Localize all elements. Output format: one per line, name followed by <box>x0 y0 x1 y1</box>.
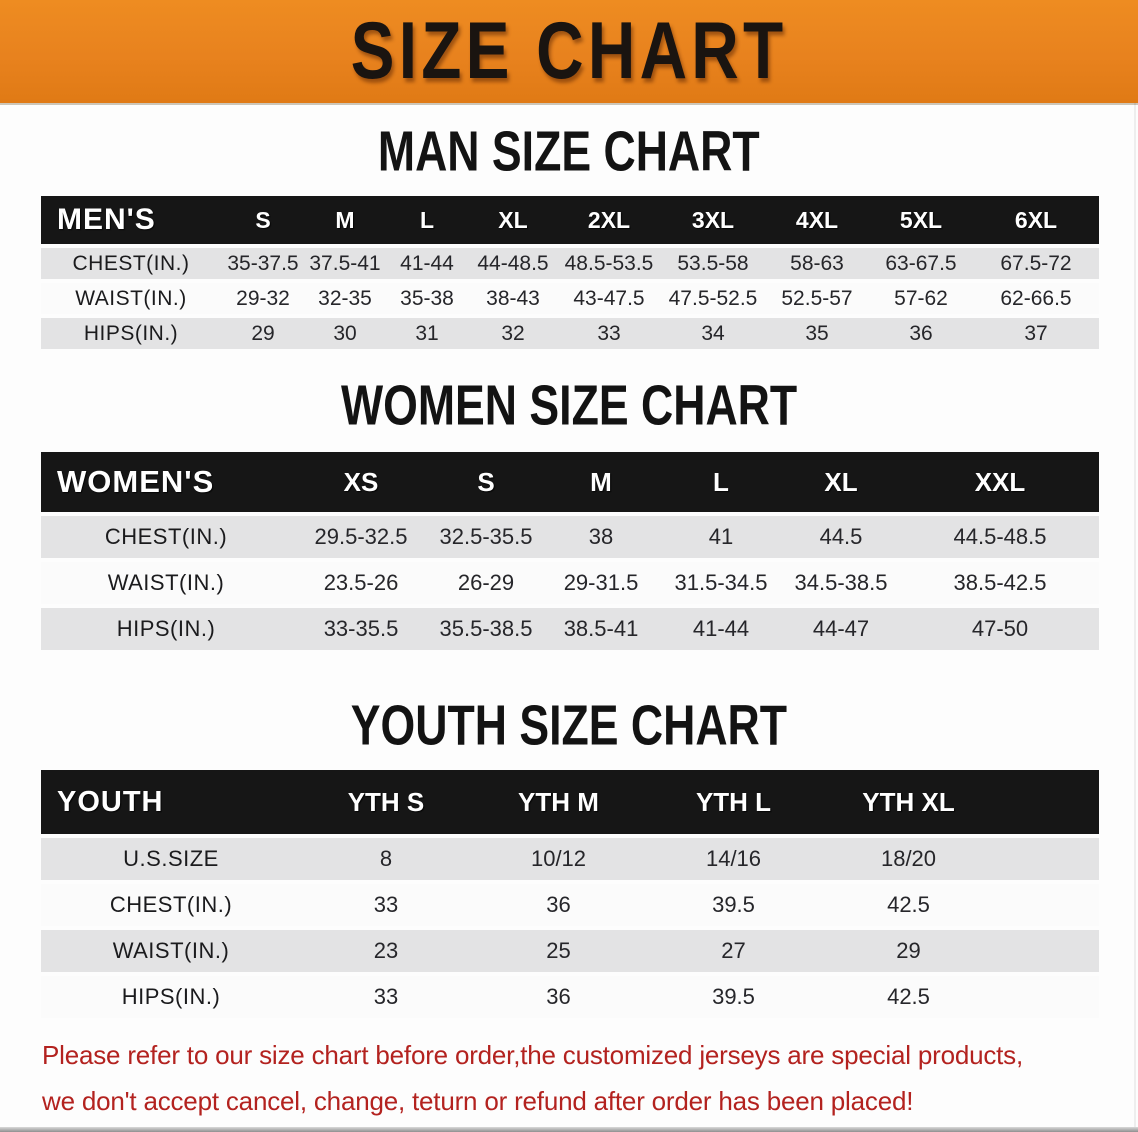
row-label-cell: HIPS(IN.) <box>41 318 221 349</box>
data-cell: 23.5-26 <box>291 562 431 604</box>
row-label-cell: WAIST(IN.) <box>41 283 221 314</box>
row-label-cell: WAIST(IN.) <box>41 930 301 972</box>
data-cell: 33 <box>301 884 471 926</box>
table-row <box>41 283 1099 314</box>
data-cell: 32.5-35.5 <box>431 516 541 558</box>
data-cell <box>996 930 1099 972</box>
size-header-cell: 3XL <box>661 196 765 244</box>
data-cell: 44-47 <box>781 608 901 650</box>
data-cell: 23 <box>301 930 471 972</box>
row-label-cell: CHEST(IN.) <box>41 516 291 558</box>
data-cell: 36 <box>471 976 646 1018</box>
size-header-cell: XL <box>781 452 901 512</box>
data-cell: 30 <box>305 318 385 349</box>
table-row <box>41 562 1099 604</box>
table-row <box>41 318 1099 349</box>
size-header-cell: YTH M <box>471 770 646 834</box>
data-cell: 29-32 <box>221 283 305 314</box>
row-label-cell: CHEST(IN.) <box>41 248 221 279</box>
size-header-cell: M <box>541 452 661 512</box>
data-cell: 38.5-42.5 <box>901 562 1099 604</box>
data-cell: 25 <box>471 930 646 972</box>
size-header-cell: M <box>305 196 385 244</box>
table-row <box>41 608 1099 650</box>
data-cell: 18/20 <box>821 838 996 880</box>
row-label-cell: HIPS(IN.) <box>41 976 301 1018</box>
youth-section-title <box>0 693 1138 757</box>
size-header-cell: L <box>385 196 469 244</box>
row-label-cell: HIPS(IN.) <box>41 608 291 650</box>
data-cell: 32-35 <box>305 283 385 314</box>
data-cell: 52.5-57 <box>765 283 869 314</box>
data-cell: 35-38 <box>385 283 469 314</box>
table-row <box>41 516 1099 558</box>
size-header-cell: S <box>221 196 305 244</box>
mens-size-table <box>41 192 1099 353</box>
women-section-title-text: WOMEN SIZE CHART <box>340 373 798 437</box>
data-cell: 39.5 <box>646 884 821 926</box>
data-cell: 57-62 <box>869 283 973 314</box>
data-cell: 27 <box>646 930 821 972</box>
data-cell: 35.5-38.5 <box>431 608 541 650</box>
data-cell: 39.5 <box>646 976 821 1018</box>
men-section-title-text: MAN SIZE CHART <box>378 119 760 183</box>
youth-section-title-text: YOUTH SIZE CHART <box>350 693 788 757</box>
data-cell: 10/12 <box>471 838 646 880</box>
data-cell: 29 <box>821 930 996 972</box>
data-cell: 29-31.5 <box>541 562 661 604</box>
data-cell: 67.5-72 <box>973 248 1099 279</box>
data-cell <box>996 838 1099 880</box>
size-header-cell: L <box>661 452 781 512</box>
women-section-title <box>0 373 1138 437</box>
data-cell: 37 <box>973 318 1099 349</box>
data-cell: 37.5-41 <box>305 248 385 279</box>
size-header-cell: YTH S <box>301 770 471 834</box>
data-cell: 43-47.5 <box>557 283 661 314</box>
data-cell: 35-37.5 <box>221 248 305 279</box>
data-cell: 41-44 <box>385 248 469 279</box>
image-bottom-edge <box>0 1127 1138 1132</box>
table-row <box>41 976 1099 1018</box>
data-cell: 41-44 <box>661 608 781 650</box>
size-header-cell: XS <box>291 452 431 512</box>
table-title-cell: MEN'S <box>41 196 221 244</box>
womens-size-table <box>41 448 1099 654</box>
data-cell: 63-67.5 <box>869 248 973 279</box>
data-cell: 58-63 <box>765 248 869 279</box>
data-cell: 32 <box>469 318 557 349</box>
youth-size-table <box>41 766 1099 1022</box>
data-cell: 53.5-58 <box>661 248 765 279</box>
data-cell: 14/16 <box>646 838 821 880</box>
size-header-cell: YTH L <box>646 770 821 834</box>
size-header-cell: S <box>431 452 541 512</box>
row-label-cell: CHEST(IN.) <box>41 884 301 926</box>
size-header-cell: YTH XL <box>821 770 996 834</box>
data-cell: 29 <box>221 318 305 349</box>
data-cell: 44.5-48.5 <box>901 516 1099 558</box>
data-cell <box>996 884 1099 926</box>
data-cell: 44-48.5 <box>469 248 557 279</box>
data-cell: 36 <box>471 884 646 926</box>
size-header-cell: XL <box>469 196 557 244</box>
data-cell: 47.5-52.5 <box>661 283 765 314</box>
data-cell <box>996 976 1099 1018</box>
table-header-row <box>41 452 1099 512</box>
data-cell: 31 <box>385 318 469 349</box>
row-label-cell: WAIST(IN.) <box>41 562 291 604</box>
table-row <box>41 930 1099 972</box>
data-cell: 38-43 <box>469 283 557 314</box>
image-right-edge <box>1134 103 1136 1127</box>
data-cell: 47-50 <box>901 608 1099 650</box>
size-header-cell: XXL <box>901 452 1099 512</box>
data-cell: 8 <box>301 838 471 880</box>
table-title-cell: YOUTH <box>41 770 301 834</box>
data-cell: 34.5-38.5 <box>781 562 901 604</box>
data-cell: 35 <box>765 318 869 349</box>
top-banner <box>0 0 1138 105</box>
size-header-cell: 4XL <box>765 196 869 244</box>
men-section-title <box>0 119 1138 183</box>
table-row <box>41 884 1099 926</box>
disclaimer-line-1: Please refer to our size chart before order,the customized jerseys are special products, <box>42 1040 1024 1070</box>
table-row <box>41 838 1099 880</box>
data-cell: 38.5-41 <box>541 608 661 650</box>
data-cell: 33-35.5 <box>291 608 431 650</box>
data-cell: 44.5 <box>781 516 901 558</box>
data-cell: 33 <box>301 976 471 1018</box>
data-cell: 38 <box>541 516 661 558</box>
table-title-cell: WOMEN'S <box>41 452 291 512</box>
data-cell: 36 <box>869 318 973 349</box>
size-header-cell: 2XL <box>557 196 661 244</box>
data-cell: 34 <box>661 318 765 349</box>
data-cell: 62-66.5 <box>973 283 1099 314</box>
banner-title: SIZE CHART <box>350 6 788 97</box>
data-cell: 29.5-32.5 <box>291 516 431 558</box>
data-cell: 33 <box>557 318 661 349</box>
data-cell: 26-29 <box>431 562 541 604</box>
data-cell: 42.5 <box>821 884 996 926</box>
data-cell: 48.5-53.5 <box>557 248 661 279</box>
data-cell: 41 <box>661 516 781 558</box>
size-header-cell: 5XL <box>869 196 973 244</box>
table-header-row <box>41 770 1099 834</box>
table-header-row <box>41 196 1099 244</box>
data-cell: 42.5 <box>821 976 996 1018</box>
disclaimer-line-2: we don't accept cancel, change, teturn or refund after order has been placed! <box>42 1086 914 1116</box>
filler-cell <box>996 770 1099 834</box>
size-header-cell: 6XL <box>973 196 1099 244</box>
row-label-cell: U.S.SIZE <box>41 838 301 880</box>
table-row <box>41 248 1099 279</box>
data-cell: 31.5-34.5 <box>661 562 781 604</box>
